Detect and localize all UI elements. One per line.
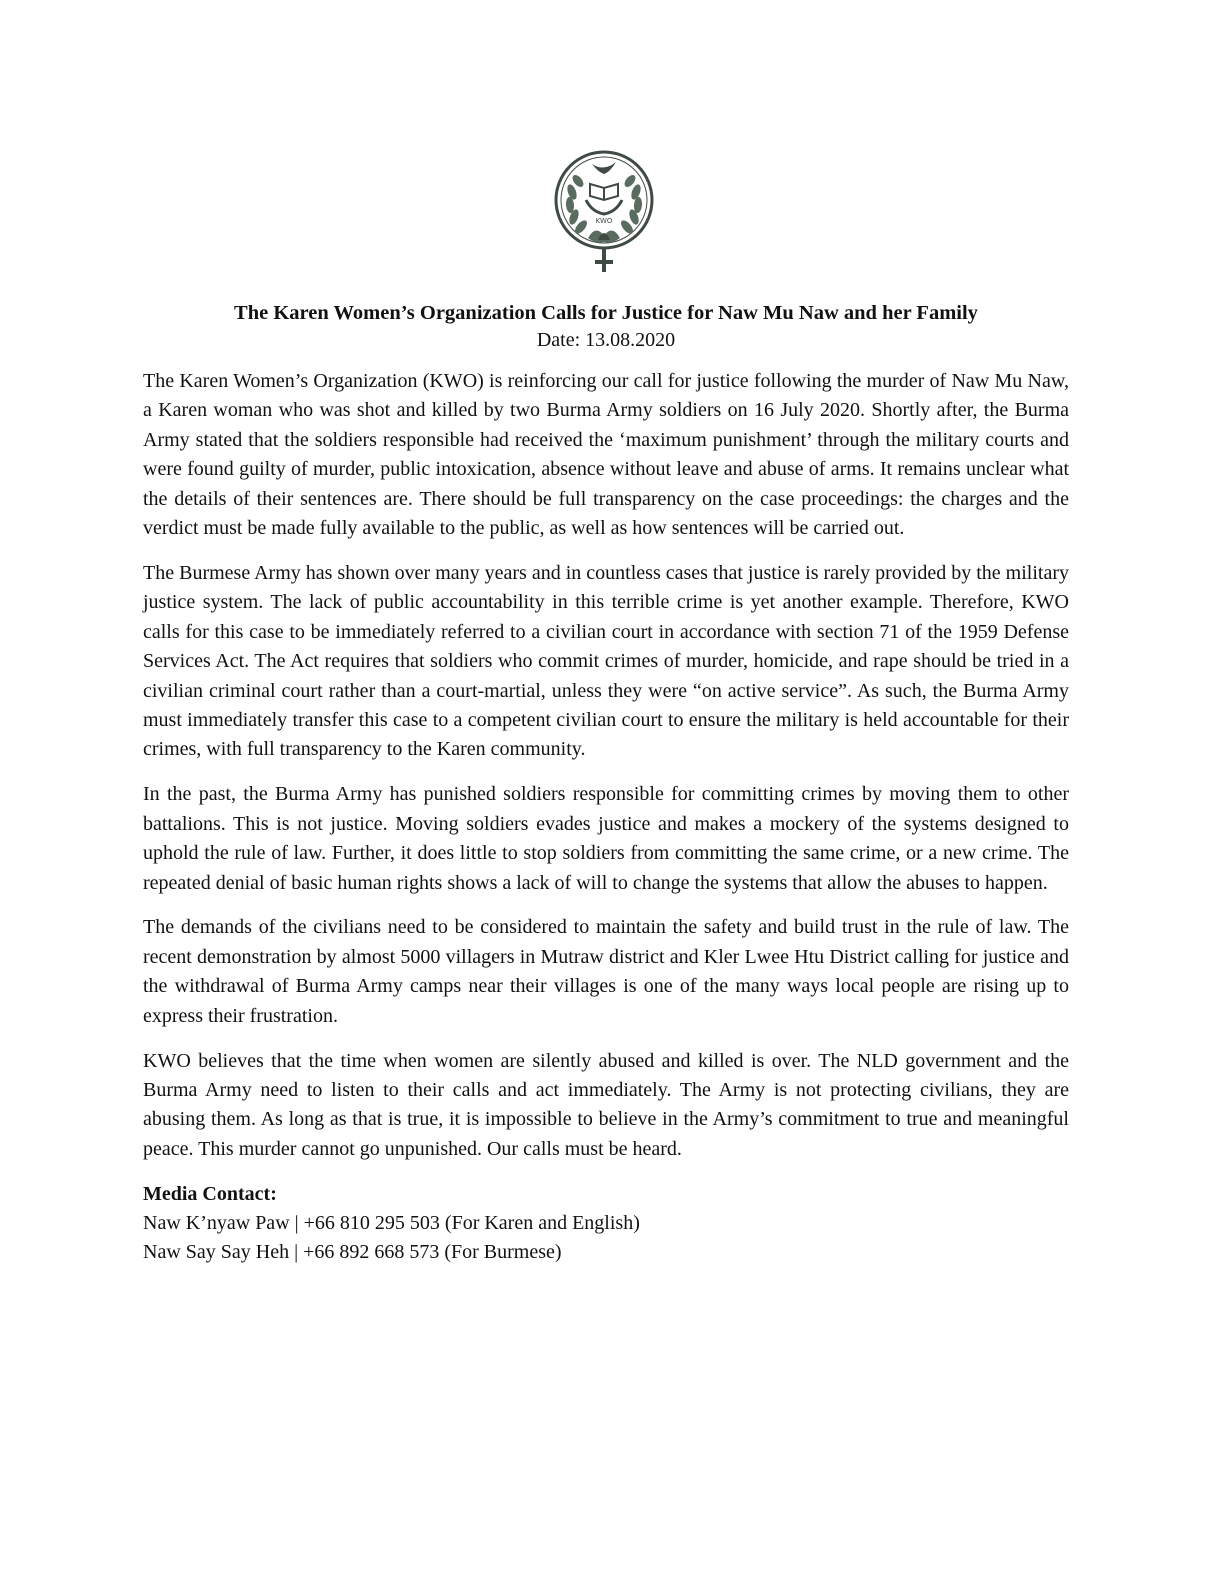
paragraph: The Burmese Army has shown over many years and in countless cases that justice is rarely provided by the military justice system. The lack of public accountability in this terrible crime is yet another example. Therefore, KWO calls for this case to be immediately referred to a civilian court in accordance with section 71 of the 1959 Defense Services Act. The Act requires that soldiers who commit crimes of murder, homicide, and rape should be tried in a civilian criminal court rather than a court-martial, unless they were “on active service”. As such, the Burma Army must immediately transfer this case to a competent civilian court to ensure the military is held accountable for their crimes, with full transparency to the Karen community. [143, 561, 1069, 761]
media-contact-line: Naw Say Say Heh | +66 892 668 573 (For Burmese) [143, 1241, 562, 1264]
media-contact-heading: Media Contact: [143, 1182, 277, 1205]
paragraph: In the past, the Burma Army has punished soldiers responsible for committing crimes by moving them to other battalions. This is not justice. Moving soldiers evades justice and makes a mockery of the systems designed to uphold the rule of law. Further, it does little to stop soldiers from committing the same crime, or a new crime. The repeated denial of basic human rights shows a lack of will to change the systems that allow the abuses to happen. [143, 783, 1069, 894]
media-contact-section [143, 1180, 1069, 1268]
paragraph: The Karen Women’s Organization (KWO) is reinforcing our call for justice following the murder of Naw Mu Naw, a Karen woman who was shot and killed by two Burma Army soldiers on 16 July 2020. Shortly after, the Burma Army stated that the soldiers responsible had received the ‘maximum punishment’ through the military courts and were found guilty of murder, public intoxication, absence without leave and abuse of arms. It remains unclear what the details of their sentences are. There should be full transparency on the case proceedings: the charges and the verdict must be made fully available to the public, as well as how sentences will be carried out. [143, 370, 1069, 540]
kwo-logo [552, 150, 656, 274]
paragraph: The demands of the civilians need to be considered to maintain the safety and build trust in the rule of law. The recent demonstration by almost 5000 villagers in Mutraw district and Kler Lwee Htu District calling for justice and the withdrawal of Burma Army camps near their villages is one of the many ways local people are rising up to express their frustration. [143, 916, 1069, 1027]
kwo-wreath-venus-logo-icon [552, 150, 656, 274]
document-date: Date: 13.08.2020 [536, 329, 676, 351]
paragraph: KWO believes that the time when women are silently abused and killed is over. The NLD government and the Burma Army need to listen to their calls and act immediately. The Army is not protecting civilians, they are abusing them. As long as that is true, it is impossible to believe in the Army’s commitment to true and meaningful peace. This murder cannot go unpunished. Our calls must be heard. [143, 1049, 1069, 1160]
document-body [143, 367, 1069, 1268]
media-contact-line: Naw K’nyaw Paw | +66 810 295 503 (For Karen and English) [143, 1212, 640, 1235]
document-title: The Karen Women’s Organization Calls for Justice for Naw Mu Naw and her Family [234, 302, 978, 324]
logo-text: KWO [595, 217, 613, 225]
